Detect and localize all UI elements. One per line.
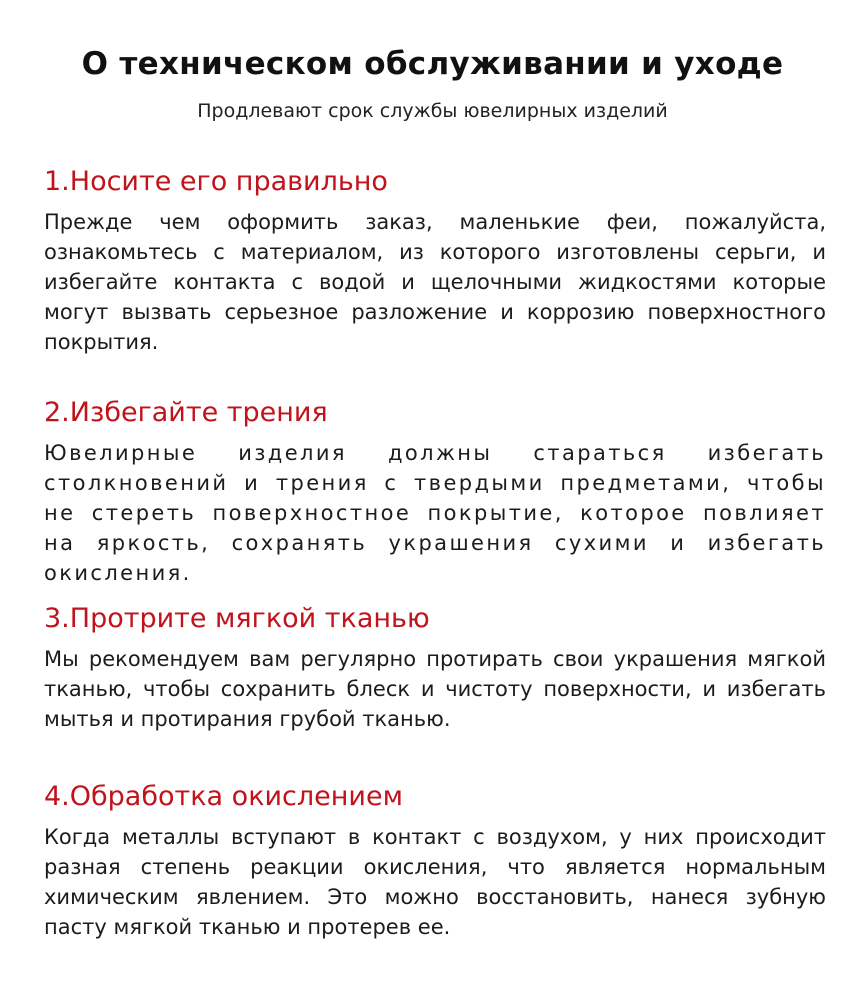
section-text: Прежде чем оформить заказ, маленькие феи, пожалуйста, ознакомьтесь с материалом, из которого изготовлены серьги, и избегайте контакта с водой и щелочными жидкостями которые могут вызвать серьезное разложение и коррозию поверхностного покрытия. bbox=[44, 210, 826, 354]
section-text: Когда металлы вступают в контакт с воздухом, у них происходит разная степень реакции окисления, что является нормальным химическим явлением. Это можно восстановить, нанеся зубную пасту мягкой тканью и протерев ее. bbox=[44, 825, 826, 939]
section-heading: 4.Обработка окислением bbox=[44, 781, 403, 812]
section-wear-correctly bbox=[44, 165, 826, 357]
section-avoid-friction bbox=[44, 396, 826, 588]
section-soft-cloth bbox=[44, 602, 826, 734]
section-heading: 3.Протрите мягкой тканью bbox=[44, 603, 430, 634]
section-heading: 2.Избегайте трения bbox=[44, 397, 328, 428]
section-heading: 1.Носите его правильно bbox=[44, 166, 388, 197]
page-title: О техническом обслуживании и уходе bbox=[81, 46, 784, 82]
section-text: Мы рекомендуем вам регулярно протирать свои украшения мягкой тканью, чтобы сохранить блеск и чистоту поверхности, и избегать мытья и протирания грубой тканью. bbox=[44, 647, 826, 731]
page-subtitle: Продлевают срок службы ювелирных изделий bbox=[197, 100, 668, 122]
section-text: Ювелирные изделия должны стараться избегать столкновений и трения с твердыми предметами, чтобы не стереть поверхностное покрытие, которое повлияет на яркость, сохранять украшения сухими и избегать окисления. bbox=[44, 441, 826, 585]
section-oxidation bbox=[44, 780, 826, 942]
